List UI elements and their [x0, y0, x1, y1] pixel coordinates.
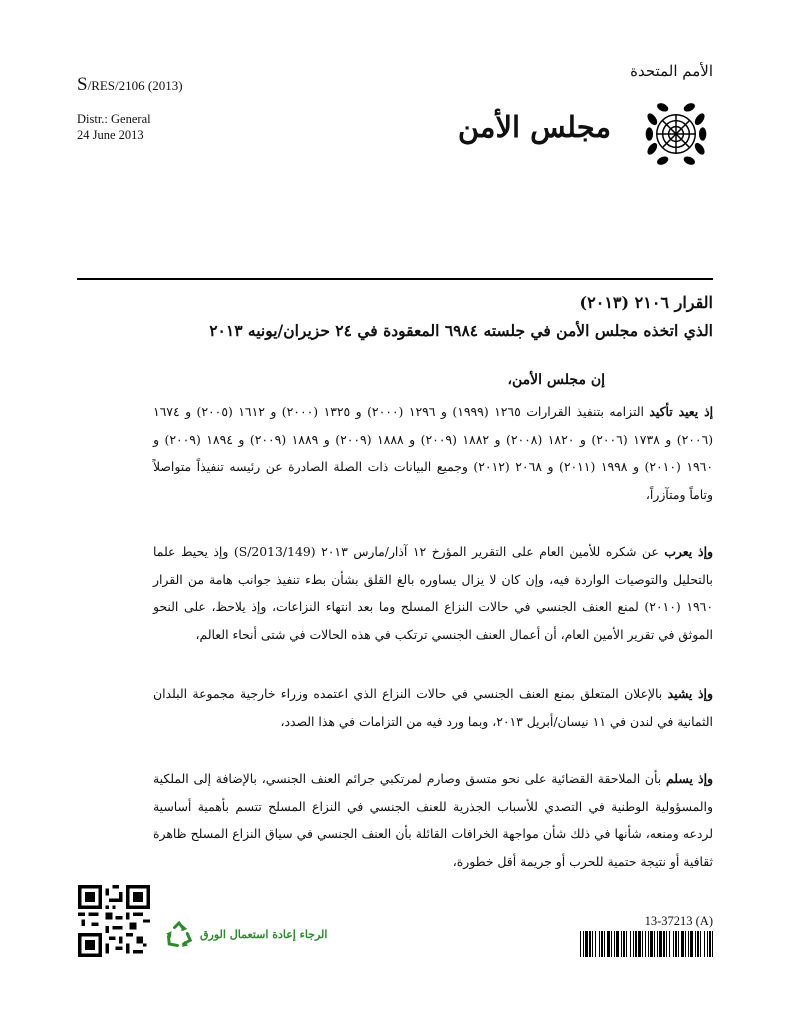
document-date: 24 June 2013 — [77, 128, 144, 142]
paragraph-lead: وإذ يشيد — [667, 686, 713, 701]
resolution-intro: إن مجلس الأمن، — [507, 372, 605, 388]
distribution: Distr.: General — [77, 112, 151, 126]
symbol-prefix: S — [77, 74, 88, 95]
preamble-paragraph — [153, 765, 713, 875]
paragraph-lead: وإذ يعرب — [664, 544, 713, 559]
un-name: الأمم المتحدة — [630, 62, 713, 80]
symbol-rest: /RES/2106 (2013) — [87, 78, 183, 93]
paragraph-text: بالإعلان المتعلق بمنع العنف الجنسي في حالات النزاع الذي اعتمده وزراء خارجية مجموعة البلدان الثمانية في لندن في ١١ نيسان/أبريل ٢٠١٣، وبما ورد فيه من التزامات في هذا الصدد، — [153, 686, 713, 729]
paragraph-text: التزامه بتنفيذ القرارات ١٢٦٥ (١٩٩٩) و ١٢٩٦ (٢٠٠٠) و ١٣٢٥ (٢٠٠٠) و ١٦١٢ (٢٠٠٥) و ١٦٧٤ (٢٠٠٦) و ١٧٣٨ (٢٠٠٦) و ١٨٢٠ (٢٠٠٨) و ١٨٨٢ (٢٠٠٩) و ١٨٨٨ (٢٠٠٩) و ١٨٨٩ (٢٠٠٩) و ١٨٩٤ (٢٠٠٩) و ١٩٦٠ (٢٠١٠) و ١٩٩٨ (٢٠١١) و ٢٠٦٨ (٢٠١٢) وجميع البيانات ذات الصلة الصادرة عن رئيسه تنفيذاً متواصلاً وتاماً ومتآزراً، — [153, 404, 714, 502]
preamble-paragraph — [153, 538, 713, 648]
preamble-paragraph — [153, 398, 713, 508]
paragraph-lead: وإذ يسلم — [666, 771, 713, 786]
qr-code-icon — [78, 885, 150, 957]
barcode-icon — [580, 931, 713, 957]
paragraph-lead: إذ يعيد تأكيد — [649, 404, 714, 419]
resolution-title: القرار ٢١٠٦ (٢٠١٣) — [579, 293, 713, 312]
council-name: مجلس الأمن — [457, 110, 611, 144]
document-symbol — [77, 74, 183, 96]
paragraph-text: بأن الملاحقة القضائية على نحو متسق وصارم لمرتكبي جرائم العنف الجنسي، بالإضافة إلى الملكية والمسؤولية الوطنية في التصدي للأسباب الجذرية للعنف الجنسي في النزاع المسلح تتسم بأهمية أساسية لردعه ومنعه، شأنها في ذلك شأن مواجهة الخرافات القائلة بأن العنف الجنسي في سياق النزاع المسلح ظاهرة ثقافية أو نتيجة حتمية للحرب أو جريمة أقل خطورة، — [153, 771, 713, 869]
header-rule — [77, 278, 713, 280]
recycle-icon — [164, 920, 194, 950]
paragraph-text: عن شكره للأمين العام على التقرير المؤرخ ١٢ آذار/مارس ٢٠١٣ (S/2013/149) وإذ يحيط علما بالتحليل والتوصيات الواردة فيه، وإن كان لا يزال يساوره بالغ القلق بشأن بطء تنفيذ جوانب هامة من القرار ١٩٦٠ (٢٠١٠) لمنع العنف الجنسي في حالات النزاع المسلح وما بعد انتهاء النزاعات، وإذ يلاحظ، على النحو الموثق في تقرير الأمين العام، أن أعمال العنف الجنسي ترتكب في هذه الحالات في شتى أنحاء العالم، — [153, 544, 713, 642]
document-number: 13-37213 (A) — [644, 914, 713, 928]
preamble-paragraph — [153, 680, 713, 735]
resolution-subtitle: الذي اتخذه مجلس الأمن في جلسته ٦٩٨٤ المعقودة في ٢٤ حزيران/يونيه ٢٠١٣ — [209, 321, 713, 340]
un-emblem-icon — [639, 97, 713, 171]
recycle-note: الرجاء إعادة استعمال الورق — [200, 928, 328, 941]
distribution-block — [77, 111, 151, 143]
